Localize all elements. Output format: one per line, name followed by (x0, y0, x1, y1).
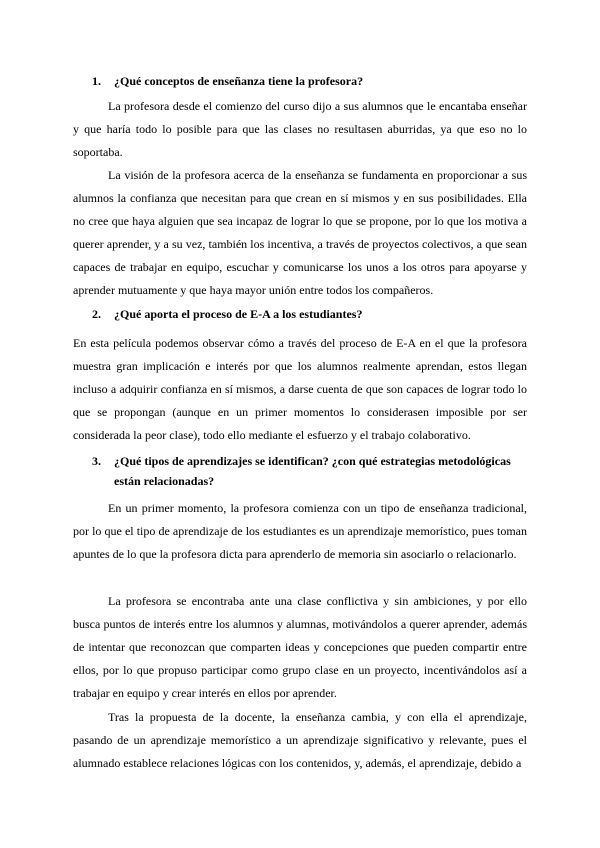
section-3-number: 3. (92, 454, 101, 468)
section-1-number: 1. (92, 74, 101, 88)
section-3-paragraph-1: En un primer momento, la profesora comienza con un tipo de enseñanza tradicional, por lo que el tipo de aprendizaje de los estudiantes es un aprendizaje memorístico, pues toman apuntes de lo que la profesora dicta para aprenderlo de memoria sin asociarlo o relacionarlo. (73, 501, 527, 561)
section-2-paragraph-1: En esta película podemos observar cómo a través del proceso de E-A en el que la profesora muestra gran implicación e interés por que los alumnos realmente aprendan, estos llegan incluso a adquirir confianza en sí mismos, a darse cuenta de que son capaces de lograr todo lo que se propongan (aunque en un primer momentos lo considerasen imposible por ser considerada la peor clase), todo ello mediante el esfuerzo y el trabajo colaborativo. (73, 336, 527, 442)
section-3-paragraph-2: La profesora se encontraba ante una clase conflictiva y sin ambiciones, y por ello busca puntos de interés entre los alumnos y alumnas, motivándolos a querer aprender, además de intentar que reconozcan que comparten ideas y concepciones que pueden compartir entre ellos, por lo que propuso participar como grupo clase en un proyecto, incentivándolos así a trabajar en equipo y crear interés en ellos por aprender. (73, 594, 527, 700)
section-2-heading (92, 304, 530, 324)
section-2-title: ¿Qué aporta el proceso de E-A a los estudiantes? (114, 307, 363, 321)
section-1-title: ¿Qué conceptos de enseñanza tiene la profesora? (114, 74, 364, 88)
section-3-title: ¿Qué tipos de aprendizajes se identifican? ¿con qué estrategias metodológicas están relacionadas? (114, 454, 511, 488)
section-2-number: 2. (92, 307, 101, 321)
section-3-heading (92, 451, 530, 491)
section-1-heading (92, 71, 530, 91)
section-1-paragraph-2: La visión de la profesora acerca de la enseñanza se fundamenta en proporcionar a sus alumnos la confianza que necesitan para que crean en sí mismos y en sus posibilidades. Ella no cree que haya alguien que sea incapaz de lograr lo que se propone, por lo que los motiva a querer aprender, y a su vez, también los incentiva, a través de proyectos colectivos, a que sean capaces de trabajar en equipo, escuchar y comunicarse los unos a los otros para apoyarse y aprender mutuamente y que haya mayor unión entre todos los compañeros. (73, 168, 527, 297)
section-1-paragraph-1: La profesora desde el comienzo del curso dijo a sus alumnos que le encantaba enseñar y que haría todo lo posible para que las clases no resultasen aburridas, ya que eso no lo soportaba. (73, 99, 527, 159)
section-3-paragraph-3: Tras la propuesta de la docente, la enseñanza cambia, y con ella el aprendizaje, pasando de un aprendizaje memorístico a un aprendizaje significativo y relevante, pues el alumnado establece relaciones lógicas con los contenidos, y, además, el aprendizaje, debido a (73, 710, 527, 770)
